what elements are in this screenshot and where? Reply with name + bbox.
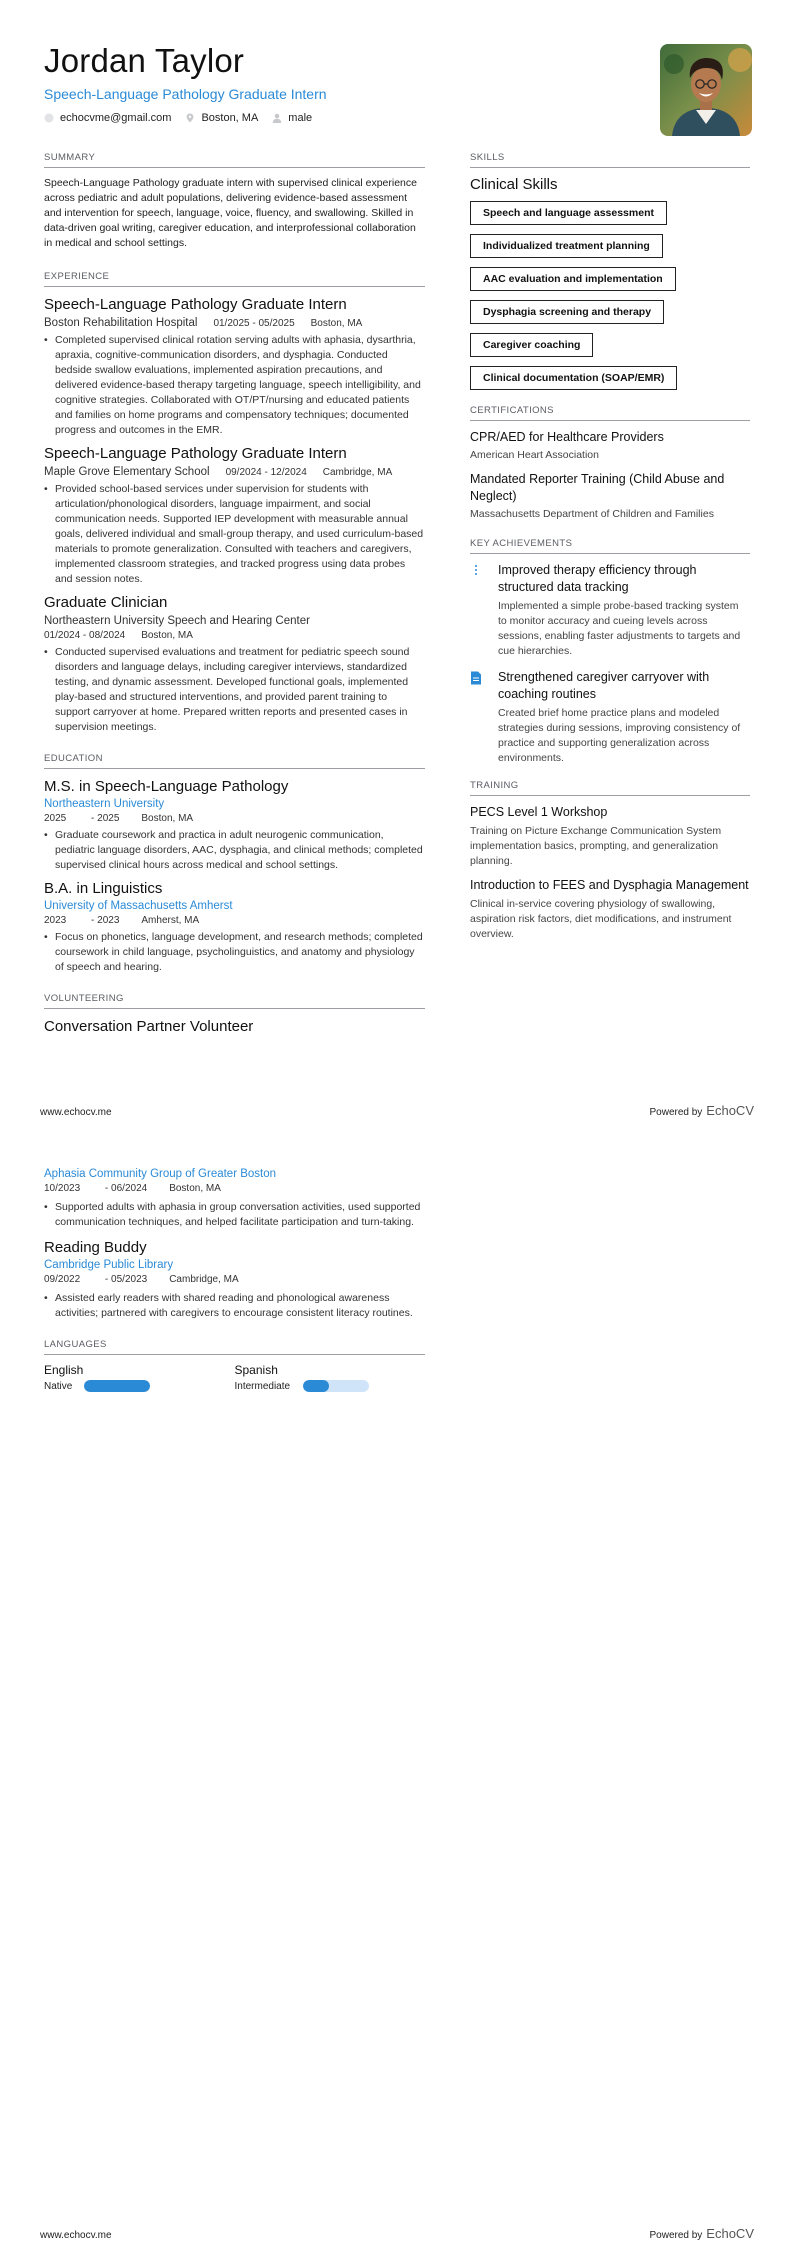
volunteer-location: Boston, MA	[169, 1183, 221, 1194]
job-title: Graduate Clinician	[44, 594, 168, 611]
volunteer-bullet: • Assisted early readers with shared reading and phonological awareness activities; partnered with caregivers to encourage consistent literacy routines.	[44, 1292, 413, 1319]
job-location: Boston, MA	[310, 318, 363, 329]
certification-entry	[470, 471, 750, 520]
education-heading: EDUCATION	[44, 753, 425, 769]
gender-text: male	[288, 112, 313, 124]
location-pin-icon	[185, 113, 195, 123]
location-text: Boston, MA	[201, 112, 259, 124]
education-location: Amherst, MA	[141, 915, 200, 926]
training-desc: Clinical in-service covering physiology of swallowing, aspiration risk factors, diet modifications, and instrument overview.	[470, 898, 732, 940]
language-level: Native	[44, 1380, 73, 1392]
footer-branding: Powered by EchoCV	[649, 1103, 754, 1118]
school-name: Northeastern University	[44, 798, 165, 810]
footer-url[interactable]: www.echocv.me	[40, 2230, 112, 2241]
achievement-title: Strengthened caregiver carryover with coaching routines	[498, 670, 710, 701]
experience-entry	[44, 295, 425, 438]
volunteer-meta	[44, 1183, 425, 1194]
education-dates: 2023 - 2023	[44, 915, 120, 926]
education-meta	[44, 813, 425, 824]
skills-group-title: Clinical Skills	[470, 176, 558, 193]
languages-list	[44, 1363, 425, 1392]
contact-row	[44, 112, 644, 124]
experience-entry	[44, 593, 425, 735]
job-bullet: • Provided school-based services under supervision for students with articulation/phonological disorders, language impairment, and social communication needs. Supported IEP development with measurable annual goals, delivered individual and small-group therapy, and used curriculum-based materials to promote generalization. Consulted with teachers and caregivers, implemented classroom strategies, and tracked progress using data probes and session notes.	[44, 483, 424, 585]
volunteer-location: Cambridge, MA	[169, 1274, 239, 1285]
job-title: Speech-Language Pathology Graduate Intern	[44, 296, 347, 313]
email-text: echocvme@gmail.com	[60, 112, 172, 124]
volunteer-org: Aphasia Community Group of Greater Boston	[44, 1168, 277, 1180]
achievements-heading: KEY ACHIEVEMENTS	[470, 538, 750, 554]
education-bullet: • Graduate coursework and practica in adult neurogenic communication, pediatric language disorders, AAC, dysphagia, and clinical methods; completed supervised clinical hours across medical and school settings.	[44, 829, 423, 871]
volunteer-dates: 09/2022 - 05/2023	[44, 1274, 148, 1285]
skill-tag: Dysphagia screening and therapy	[470, 300, 664, 324]
training-heading: TRAINING	[470, 780, 750, 796]
job-bullet: • Conducted supervised evaluations and treatment for pediatric speech sound disorders and language delays, including caregiver interviews, standardized testing, and dynamic assessment. Developed functional goals, implemented play-based and structured interventions, and provided parent training to support carryover at home. Prepared written reports and presented cases in supervision meetings.	[44, 646, 410, 733]
experience-entry	[44, 444, 425, 587]
training-entry	[470, 804, 750, 869]
profile-photo	[660, 44, 752, 136]
school-name: University of Massachusetts Amherst	[44, 900, 233, 912]
right-column	[470, 152, 750, 942]
training-title: PECS Level 1 Workshop	[470, 805, 608, 819]
job-org: Boston Rehabilitation Hospital	[44, 317, 198, 329]
degree-title: B.A. in Linguistics	[44, 880, 163, 897]
certifications-heading: CERTIFICATIONS	[470, 405, 750, 421]
achievement-desc: Implemented a simple probe-based tracking system to monitor accuracy and cueing levels across sessions, enabling faster adjustments to targets and cue hierarchies.	[498, 600, 741, 657]
training-entry	[470, 877, 750, 942]
footer-branding: Powered by EchoCV	[649, 2226, 754, 2241]
education-meta	[44, 915, 425, 926]
left-column	[44, 152, 425, 1036]
left-column-continued	[44, 1166, 425, 1392]
language-item	[235, 1363, 426, 1392]
contact-location	[185, 112, 258, 124]
volunteer-title: Reading Buddy	[44, 1239, 147, 1256]
volunteer-meta	[44, 1274, 425, 1285]
resume-header	[44, 42, 644, 124]
language-level: Intermediate	[234, 1380, 291, 1392]
job-dates: 09/2024 - 12/2024	[225, 467, 307, 478]
language-name: English	[44, 1363, 84, 1377]
job-dates: 01/2025 - 05/2025	[213, 318, 295, 329]
volunteer-org: Cambridge Public Library	[44, 1259, 174, 1271]
summary-text: Speech-Language Pathology graduate intern with supervised clinical experience across pediatric and adult populations, delivering evidence-based assessment and intervention for speech, language, voice, fluency, and swallowing. Skilled in data-driven goal writing, caregiver education, and interprofessional collaboration in medical and school settings.	[44, 177, 417, 249]
volunteer-bullet: • Supported adults with aphasia in group conversation activities, used supported communication techniques, and helped facilitate participation and turn-taking.	[44, 1201, 421, 1228]
volunteer-entry	[44, 1168, 425, 1230]
skills-heading: SKILLS	[470, 152, 750, 168]
language-proficiency-bar	[303, 1380, 369, 1392]
degree-title: M.S. in Speech-Language Pathology	[44, 778, 289, 795]
education-entry	[44, 879, 425, 975]
volunteer-title: Conversation Partner Volunteer	[44, 1018, 254, 1035]
skill-tag: Individualized treatment planning	[470, 234, 663, 258]
person-icon	[272, 113, 282, 123]
summary-heading: SUMMARY	[44, 152, 425, 168]
skill-tag: Caregiver coaching	[470, 333, 593, 357]
skill-tag: Clinical documentation (SOAP/EMR)	[470, 366, 677, 390]
volunteering-heading: VOLUNTEERING	[44, 993, 425, 1009]
volunteer-dates: 10/2023 - 06/2024	[44, 1183, 148, 1194]
job-bullet: • Completed supervised clinical rotation serving adults with aphasia, dysarthria, apraxia, cognitive-communication disorders, and dysphagia. Conducted bedside swallow evaluations, implemented aspiration precautions, and delivered evidence-based therapy targeting language, speech intelligibility, and cognitive strategies. Collaborated with OT/PT/nursing and educated patients and families on home programs and compensatory techniques; documented progress and outcomes in the EMR.	[44, 334, 421, 436]
achievement-title: Improved therapy efficiency through structured data tracking	[498, 563, 697, 594]
experience-heading: EXPERIENCE	[44, 271, 425, 287]
contact-email[interactable]	[44, 112, 171, 124]
candidate-name: Jordan Taylor	[44, 42, 245, 79]
contact-gender	[272, 112, 312, 124]
skill-tag: AAC evaluation and implementation	[470, 267, 676, 291]
document-icon	[470, 669, 498, 766]
job-meta	[44, 630, 425, 641]
job-dates: 01/2024 - 08/2024	[44, 630, 126, 641]
achievement-desc: Created brief home practice plans and modeled strategies during sessions, improving consistency of practice and supporting generalization across environments.	[498, 707, 741, 764]
resume-page-2	[0, 1123, 794, 2246]
page-footer	[40, 1103, 754, 1118]
job-location: Cambridge, MA	[322, 467, 393, 478]
language-proficiency-bar	[84, 1380, 150, 1392]
dotted-line-icon	[470, 562, 498, 659]
certification-org: American Heart Association	[470, 449, 599, 461]
skill-tag: Speech and language assessment	[470, 201, 667, 225]
job-meta	[44, 615, 425, 627]
language-item	[44, 1363, 235, 1392]
job-org: Northeastern University Speech and Hearing Center	[44, 615, 310, 627]
job-org: Maple Grove Elementary School	[44, 466, 210, 478]
education-bullet: • Focus on phonetics, language development, and research methods; completed coursework in child language, psycholinguistics, and anatomy and physiology of speech and hearing.	[44, 931, 423, 973]
brand-logo: EchoCV	[706, 2226, 754, 2241]
volunteer-entry	[44, 1238, 425, 1321]
certification-title: CPR/AED for Healthcare Providers	[470, 430, 664, 444]
languages-heading: LANGUAGES	[44, 1339, 425, 1355]
candidate-title: Speech-Language Pathology Graduate Intern	[44, 86, 327, 102]
job-title: Speech-Language Pathology Graduate Intern	[44, 445, 347, 462]
achievement-entry	[470, 562, 750, 659]
job-meta	[44, 317, 425, 329]
job-location: Boston, MA	[141, 630, 193, 641]
email-icon	[44, 113, 54, 123]
education-dates: 2025 - 2025	[44, 813, 120, 824]
page-footer	[40, 2226, 754, 2241]
training-title: Introduction to FEES and Dysphagia Management	[470, 878, 749, 892]
footer-url[interactable]: www.echocv.me	[40, 1107, 112, 1118]
training-desc: Training on Picture Exchange Communication System implementation basics, prompting, and generalization planning.	[470, 825, 722, 867]
achievement-entry	[470, 669, 750, 766]
certification-org: Massachusetts Department of Children and Families	[470, 508, 714, 520]
job-meta	[44, 466, 425, 478]
language-name: Spanish	[234, 1363, 278, 1377]
skills-list	[470, 201, 750, 399]
certification-title: Mandated Reporter Training (Child Abuse and Neglect)	[470, 472, 725, 503]
education-entry	[44, 777, 425, 873]
education-location: Boston, MA	[141, 813, 194, 824]
certification-entry	[470, 429, 750, 461]
brand-logo: EchoCV	[706, 1103, 754, 1118]
